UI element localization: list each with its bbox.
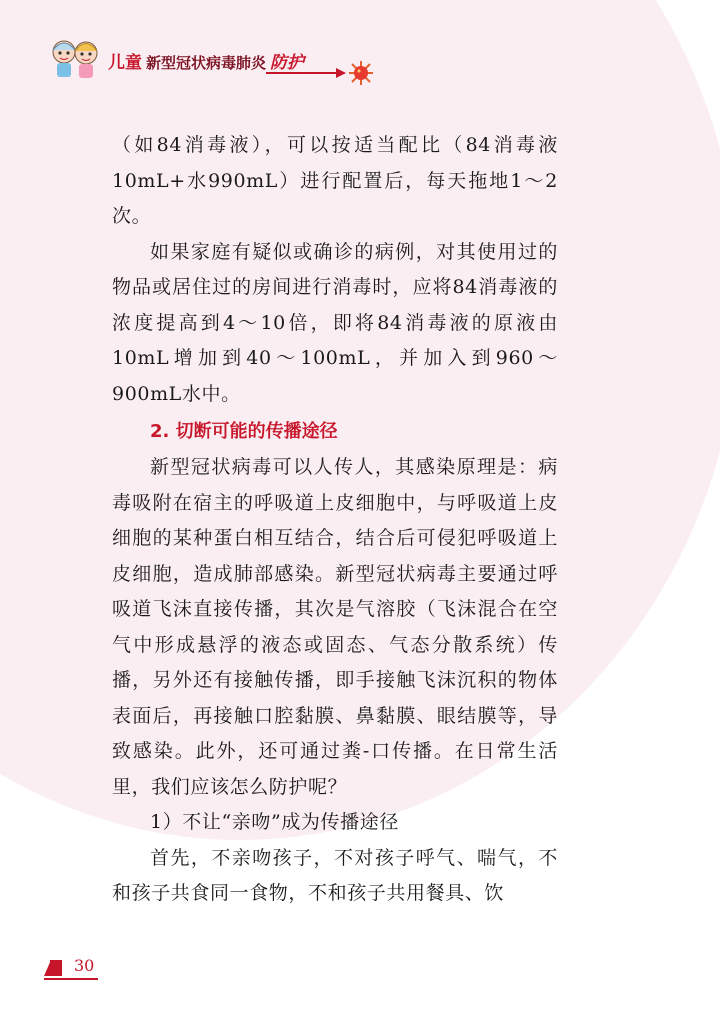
arrow-icon <box>266 66 346 80</box>
section-heading: 2. 切断可能的传播途径 <box>150 421 338 442</box>
header-title-kids: 儿童 <box>108 53 142 73</box>
paragraph-no-kissing: 首先，不亲吻孩子，不对孩子呼气、喘气，不和孩子共食同一食物，不和孩子共用餐具、饮 <box>112 846 558 904</box>
page-footer <box>44 956 104 980</box>
paragraph-transmission: 新型冠状病毒可以人传人，其感染原理是：病毒吸附在宿主的呼吸道上皮细胞中，与呼吸道上皮细胞的某种蛋白相互结合，结合后可侵犯呼吸道上皮细胞，造成肺部感染。新型冠状病毒主要通过呼吸道飞沫直接传播，其次是气溶胶（飞沫混合在空气中形成悬浮的液态或固态、气态分散系统）传播，另外还有接触传播，即手接触飞沫沉积的物体表面后，再接触口腔黏膜、鼻黏膜、眼结膜等，导致感染。此外，还可通过粪-口传播。在日常生活里，我们应该怎么防护呢？ <box>112 456 558 798</box>
page-body <box>112 128 558 912</box>
paragraph-disinfectant-ratio: （如84消毒液），可以按适当配比（84消毒液10mL+水990mL）进行配置后，每天拖地1～2次。 <box>112 134 558 227</box>
children-mascot-icon <box>48 36 104 82</box>
virus-icon <box>348 60 374 86</box>
page-header <box>48 36 368 88</box>
subsection-heading: 1）不让“亲吻”成为传播途径 <box>150 811 399 833</box>
page-marker-bar <box>50 960 62 976</box>
header-title-protection: 防护 <box>270 53 305 73</box>
header-title-disease: 新型冠状病毒肺炎 <box>146 54 267 72</box>
paragraph-suspected-case: 如果家庭有疑似或确诊的病例，对其使用过的物品或居住过的房间进行消毒时，应将84消毒液的浓度提高到4～10倍，即将84消毒液的原液由10mL增加到40～100mL，并加入到960～900mL水中。 <box>112 240 558 405</box>
footer-rule <box>44 978 98 980</box>
page-number: 30 <box>74 956 95 975</box>
